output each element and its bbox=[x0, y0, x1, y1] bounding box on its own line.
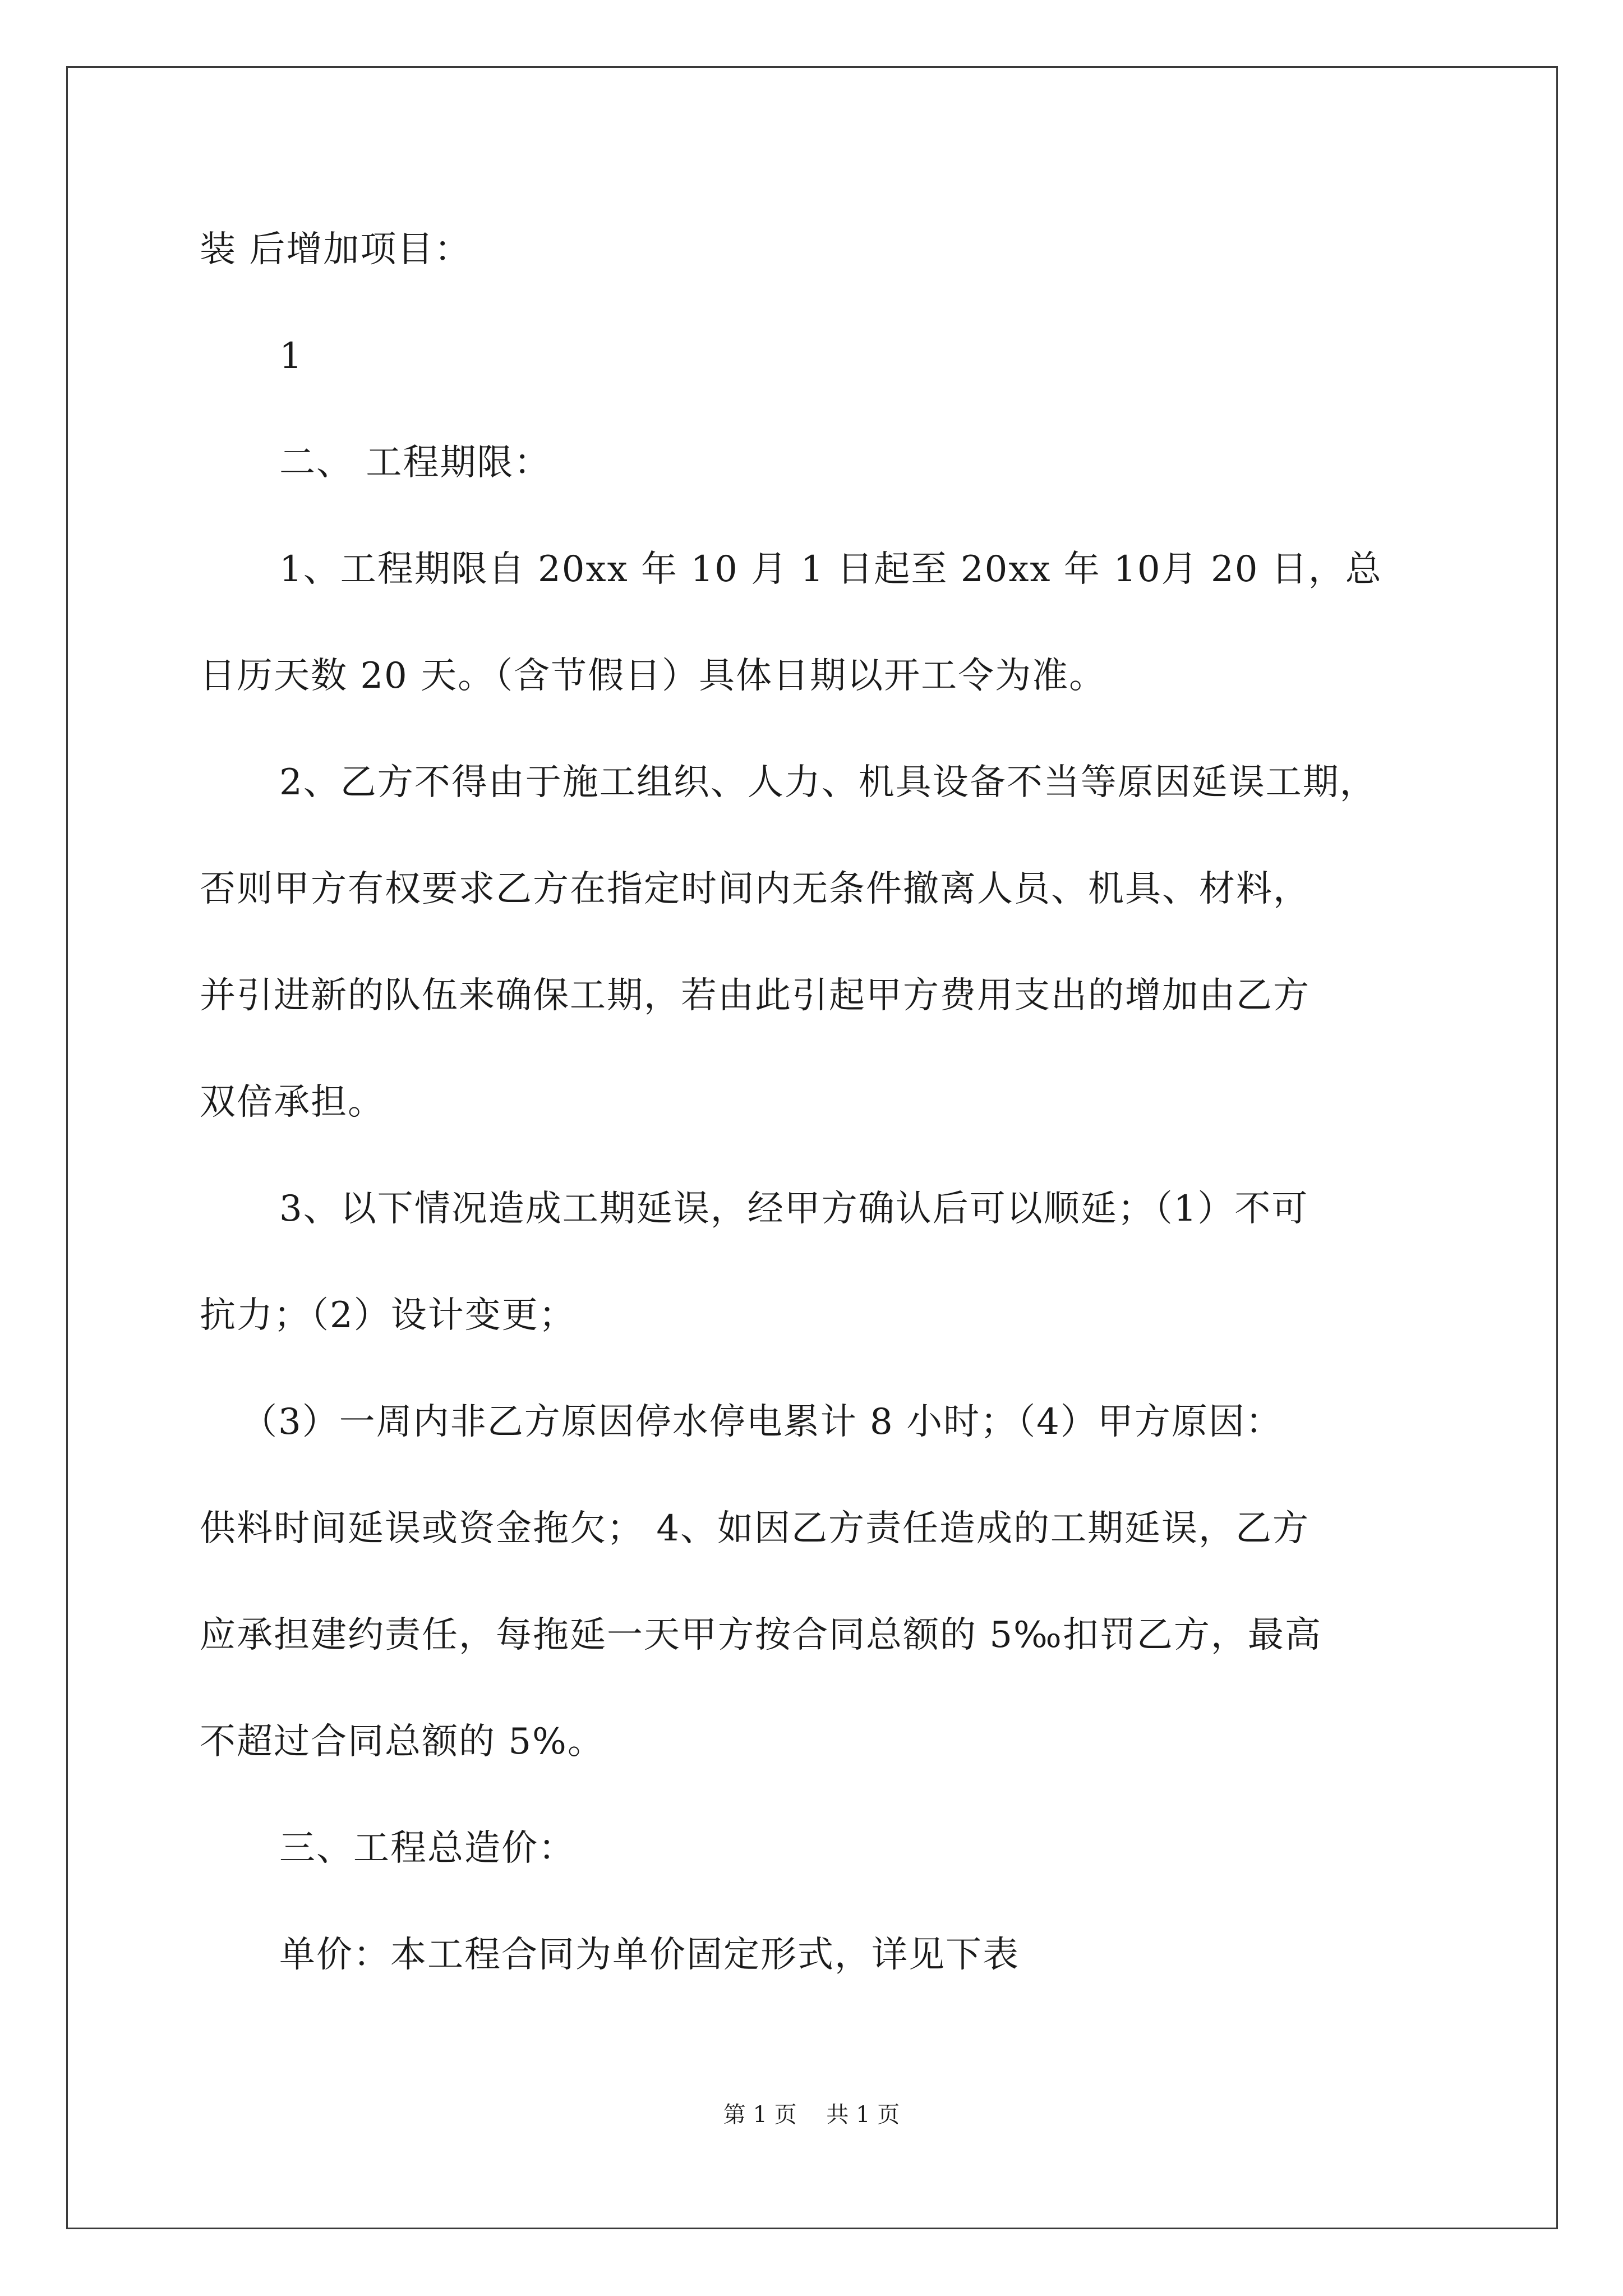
text-line-6: 2、乙方不得由于施工组织、人力、机具设备不当等原因延误工期， bbox=[279, 762, 1377, 803]
text-line-9: 双倍承担。 bbox=[200, 1082, 385, 1123]
text-line-17: 单价：本工程合同为单价固定形式，详见下表 bbox=[279, 1934, 1020, 1976]
text-line-5: 日历天数 20 天。（含节假日）具体日期以开工令为准。 bbox=[200, 655, 1106, 697]
text-line-1: 装 后增加项目： bbox=[200, 229, 472, 270]
text-line-7: 否则甲方有权要求乙方在指定时间内无条件撤离人员、机具、材料， bbox=[200, 868, 1310, 910]
text-line-11: 抗力；（2）设计变更； bbox=[200, 1295, 576, 1336]
text-line-12: （3）一周内非乙方原因停水停电累计 8 小时；（4）甲方原因： bbox=[241, 1401, 1283, 1443]
section-heading-price: 三、工程总造价： bbox=[279, 1828, 575, 1869]
text-line-4: 1、工程期限自 20xx 年 10 月 1 日起至 20xx 年 10月 20 日，总 bbox=[279, 549, 1382, 590]
section-heading-term: 二、 工程期限： bbox=[279, 442, 551, 484]
text-line-8: 并引进新的队伍来确保工期，若由此引起甲方费用支出的增加由乙方 bbox=[200, 975, 1310, 1016]
text-line-2: 1 bbox=[279, 335, 303, 377]
text-line-14: 应承担建约责任，每拖延一天甲方按合同总额的 5‰扣罚乙方，最高 bbox=[200, 1614, 1322, 1656]
page-footer bbox=[0, 2101, 1623, 2129]
page-number: 第 1 页 bbox=[723, 2102, 797, 2128]
text-line-15: 不超过合同总额的 5%。 bbox=[200, 1721, 605, 1763]
text-line-13: 供料时间延误或资金拖欠； 4、如因乙方责任造成的工期延误，乙方 bbox=[200, 1508, 1310, 1549]
text-line-10: 3、以下情况造成工期延误，经甲方确认后可以顺延；（1）不可 bbox=[279, 1188, 1309, 1230]
page-frame bbox=[66, 66, 1558, 2229]
page-total: 共 1 页 bbox=[826, 2102, 900, 2128]
